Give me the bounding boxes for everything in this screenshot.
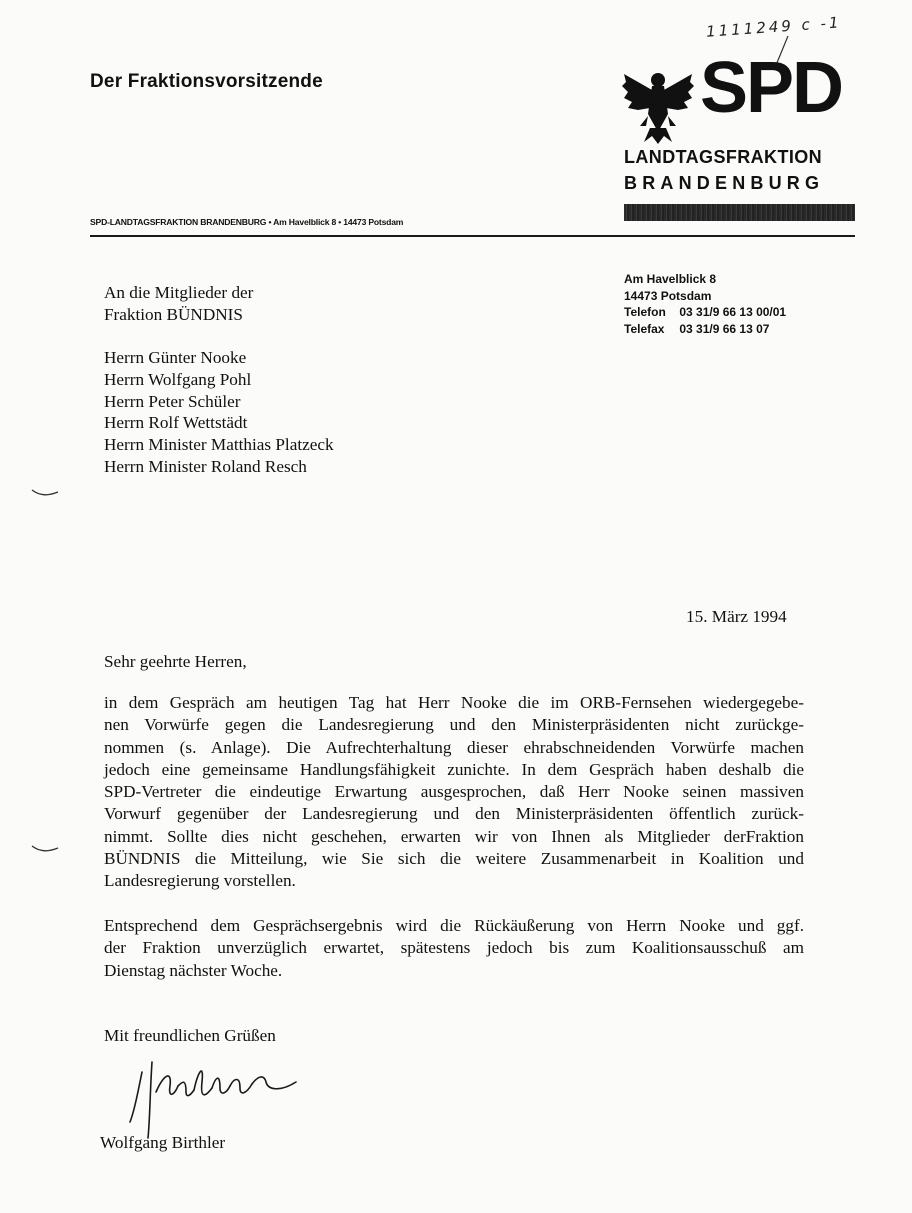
- salutation: Sehr geehrte Herren,: [104, 652, 247, 671]
- phone-number: 03 31/9 66 13 00/01: [679, 305, 787, 319]
- body-paragraph: [104, 692, 804, 893]
- recipient: Herrn Minister Matthias Platzeck: [104, 435, 334, 455]
- scan-mark: [30, 484, 60, 500]
- logo-bar: [624, 204, 855, 221]
- addressee: [104, 282, 253, 326]
- page-title: Der Fraktionsvorsitzende: [90, 71, 323, 92]
- contact-block: [624, 271, 786, 337]
- handwritten-signature: [120, 1052, 320, 1142]
- logo-wordmark: SPD: [700, 48, 843, 128]
- signer-name: Wolfgang Birthler: [100, 1133, 226, 1152]
- recipient: Herrn Minister Roland Resch: [104, 456, 307, 476]
- handwritten-reference: 1111249 c -1: [705, 13, 843, 41]
- closing: Mit freundlichen Grüßen: [104, 1026, 276, 1045]
- contact-fax: [624, 321, 786, 338]
- body-line: BÜNDNIS die Mitteilung, wie Sie sich die weitere Zusammenarbeit in Koalition und: [104, 849, 804, 869]
- recipient: Herrn Peter Schüler: [104, 391, 241, 411]
- fax-label: Telefax: [624, 321, 665, 336]
- fax-number: 03 31/9 66 13 07: [679, 321, 770, 336]
- recipient: Herrn Rolf Wettstädt: [104, 413, 248, 433]
- body-line: nimmt. Sollte dies nicht geschehen, erwarten wir von Ihnen als Mitglieder derFraktion: [104, 826, 804, 846]
- recipient: Herrn Günter Nooke: [104, 348, 247, 367]
- body-line: Dienstag nächster Woche.: [104, 960, 283, 980]
- scan-mark: [30, 840, 60, 856]
- logo-line-brandenburg: BRANDENBURG: [624, 173, 825, 193]
- contact-phone: [624, 304, 786, 321]
- body-line: jedoch eine gemeinsame Handlungsfähigkeit zunichte. In dem Gespräch haben deshalb die: [104, 759, 804, 779]
- phone-label: Telefon: [624, 305, 666, 319]
- body-line: Landesregierung vorstellen.: [104, 871, 296, 891]
- body-line: Vorwurf gegenüber der Landesregierung und den Ministerpräsidenten öffentlich zurück-: [104, 804, 804, 824]
- sender-line: SPD-LANDTAGSFRAKTION BRANDENBURG • Am Havelblick 8 • 14473 Potsdam: [90, 217, 404, 227]
- letter-date: 15. März 1994: [686, 607, 787, 626]
- contact-street: Am Havelblick 8: [624, 272, 717, 286]
- header-divider: [90, 235, 855, 237]
- addressee-line: An die Mitglieder der: [104, 283, 254, 302]
- body-line: nommen (s. Anlage). Die Aufrechterhaltung dieser ehrabschneidenden Vorwürfe machen: [104, 737, 804, 757]
- body-line: der Fraktion unverzüglich erwartet, spätestens jedoch bis zum Koalitionsausschuß am: [104, 938, 804, 958]
- recipient: Herrn Wolfgang Pohl: [104, 369, 252, 389]
- body-line: Entsprechend dem Gesprächsergebnis wird die Rückäußerung von Herrn Nooke und ggf.: [104, 916, 804, 935]
- body-line: SPD-Vertreter die eindeutige Erwartung ausgesprochen, daß Herr Nooke seinen massiven: [104, 782, 804, 802]
- body-line: nen Vorwürfe gegen die Landesregierung und den Ministerpräsidenten nicht zurückge-: [104, 715, 804, 735]
- contact-city: 14473 Potsdam: [624, 288, 712, 303]
- addressee-line: Fraktion BÜNDNIS: [104, 305, 243, 324]
- recipient-list: [104, 347, 334, 478]
- logo-line-landtagsfraktion: LANDTAGSFRAKTION: [624, 147, 823, 167]
- body-line: in dem Gespräch am heutigen Tag hat Herr Nooke die im ORB-Fernsehen wiedergegebe-: [104, 693, 804, 712]
- eagle-icon: [622, 66, 694, 144]
- body-paragraph: [104, 915, 804, 982]
